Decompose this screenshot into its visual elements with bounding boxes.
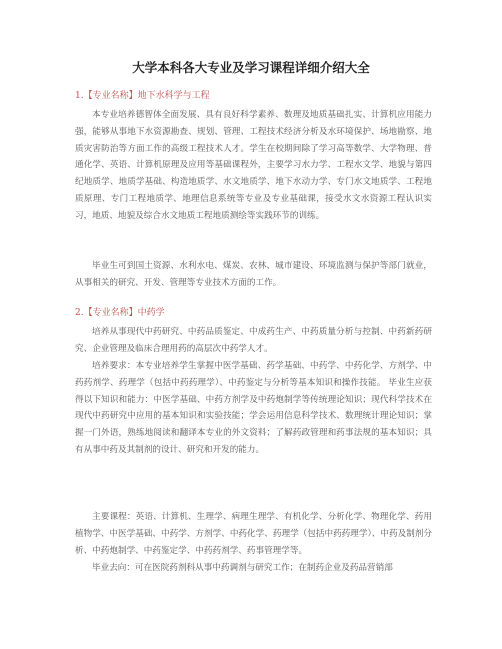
document-title: 大学本科各大专业及学习课程详细介绍大全 <box>132 60 370 75</box>
paragraph-groundwater-career: 毕业生可到国土资源、水利水电、煤炭、农林、城市建设、环境监测与保护等部门就业，从事相关的研究、开发、管理等专业技术方面的工作。 <box>75 261 432 288</box>
paragraph-tcm-requirements: 培养要求：本专业培养学生掌握中医学基础、药学基础、中药学、中药化学、方剂学、中药药剂学、药理学（包括中药药理学）、中药鉴定与分析等基本知识和操作技能。 毕业生应获得以下知识和能力：中医学基础、中药方剂学及中药炮制学等传统理论知识；现代科学技术在现代中药研究中应用的基本知识和实验技能；学会运用信息科学技术、数理统计理论知识；掌握一门外语，熟练地阅读和翻译本专业的外文资料；了解药政管理和药事法规的基本知识；具有从事中药及其制剂的设计、研究和开发的能力。 <box>75 361 432 455</box>
paragraph-tcm-courses: 主要课程：英语、计算机、生理学、病理生理学、有机化学、分析化学、物理化学、药用植物学、中医学基础、中药学、方剂学、中药化学、药理学（包括中药药理学）、中药及制剂分析、中药炮制学、中药鉴定学、中药药剂学、药事管理学等。 <box>75 512 432 556</box>
section-heading-groundwater: 1.【专业名称】地下水科学与工程 <box>75 91 210 101</box>
paragraph-tcm-goal: 培养从事现代中药研究、中药品质鉴定、中成药生产、中药质量分析与控制、中药新药研究、企业管理及临床合理用药的高层次中药学人才。 <box>75 327 432 354</box>
section-heading-tcm: 2.【专业名称】中药学 <box>75 308 165 318</box>
paragraph-tcm-career: 毕业去向：可在医院药剂科从事中药调剂与研究工作；在制药企业及药品营销部 <box>92 563 393 573</box>
paragraph-groundwater-intro: 本专业培养德智体全面发展、具有良好科学素养、数理及地质基础扎实、计算机应用能力强，能够从事地下水资源勘查、规划、管理、工程技术经济分析及水环境保护、场地勘察、地质灾害防治等方面工作的高级工程技术人才。学生在校期间除了学习高等数学、大学物理、普通化学、英语、计算机原理及应用等基础课程外，主要学习水力学、工程水文学、地貌与第四纪地质学、地质学基础、构造地质学、水文地质学、地下水动力学、专门水文地质学、工程地质原理、专门工程地质学、地理信息系统等专业及专业基础课，接受水文水资源工程认识实习，地质、地貌及综合水文地质工程地质测绘等实践环节的训练。 <box>75 110 432 221</box>
